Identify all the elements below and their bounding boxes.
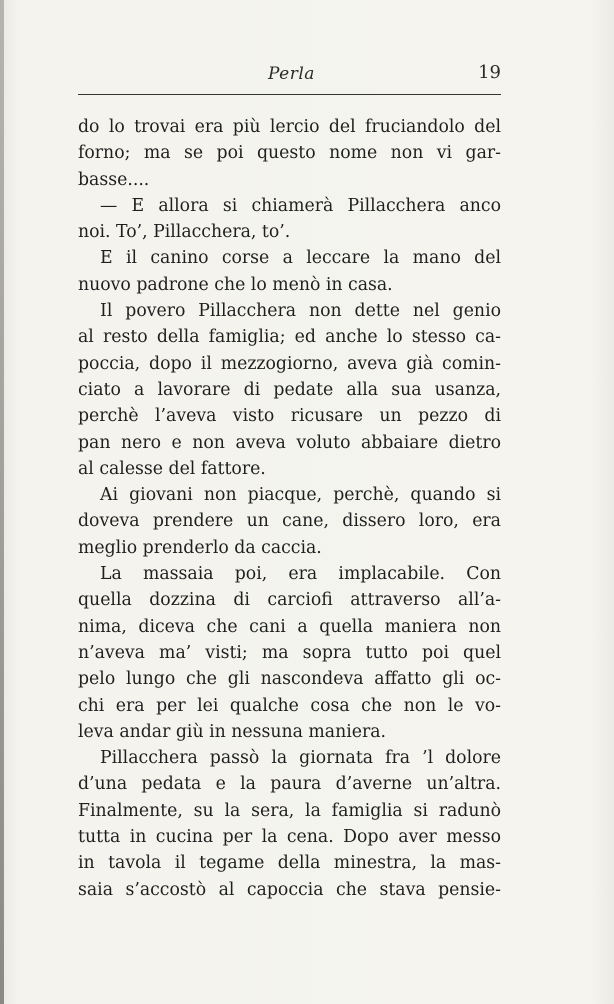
text-line: nima, diceva che cani a quella maniera non <box>78 616 501 637</box>
text-line: basse.... <box>78 169 150 190</box>
text-line: Il povero Pillacchera non dette nel genio <box>100 301 501 322</box>
text-line: d’una pedata e la paura d’averne un’altra. <box>78 774 501 795</box>
text-line: chi era per lei qualche cosa che non le vo- <box>78 695 501 716</box>
text-line: poccia, dopo il mezzogiorno, aveva già comin- <box>78 353 501 374</box>
text-line: Ai giovani non piacque, perchè, quando si <box>100 485 501 506</box>
text-line: perchè l’aveva visto ricusare un pezzo di <box>78 406 501 427</box>
text-line: n’aveva ma’ visti; ma sopra tutto poi quel <box>78 642 501 663</box>
text-line: al resto della famiglia; ed anche lo stesso ca- <box>78 327 501 348</box>
text-line: leva andar giù in nessuna maniera. <box>78 721 387 742</box>
text-line: forno; ma se poi questo nome non vi gar- <box>78 143 501 164</box>
text-line: quella dozzina di carciofi attraverso all’a- <box>78 590 501 611</box>
running-title: Perla <box>268 64 315 84</box>
text-line: pelo lungo che gli nascondeva affatto gli oc- <box>78 669 501 690</box>
page-header <box>78 60 501 90</box>
text-line: doveva prendere un cane, dissero loro, era <box>78 511 501 532</box>
text-line: Pillacchera passò la giornata fra ’l dolore <box>100 748 501 769</box>
text-line: saia s’accostò al capoccia che stava pensie- <box>78 879 501 900</box>
text-line: Finalmente, su la sera, la famiglia si radunò <box>78 800 501 821</box>
header-rule <box>78 94 501 95</box>
text-line: pan nero e non aveva voluto abbaiare dietro <box>78 432 501 453</box>
text-line: La massaia poi, era implacabile. Con <box>100 564 501 585</box>
page-binding-edge <box>0 0 4 1004</box>
text-line: ciato a lavorare di pedate alla sua usanza, <box>78 379 501 400</box>
text-line: E il canino corse a leccare la mano del <box>100 248 501 269</box>
text-line: tutta in cucina per la cena. Dopo aver messo <box>78 827 501 848</box>
page-number: 19 <box>478 62 501 83</box>
text-line: do lo trovai era più lercio del fruciandolo del <box>78 117 501 137</box>
text-line: noi. To’, Pillacchera, to’. <box>78 222 291 243</box>
body-text <box>78 114 501 903</box>
text-line: meglio prenderlo da caccia. <box>78 537 322 558</box>
text-line: nuovo padrone che lo menò in casa. <box>78 274 393 295</box>
text-line: in tavola il tegame della minestra, la mas- <box>78 853 501 874</box>
text-line: — E allora si chiamerà Pillacchera anco <box>100 195 501 216</box>
text-line: al calesse del fattore. <box>78 458 266 479</box>
